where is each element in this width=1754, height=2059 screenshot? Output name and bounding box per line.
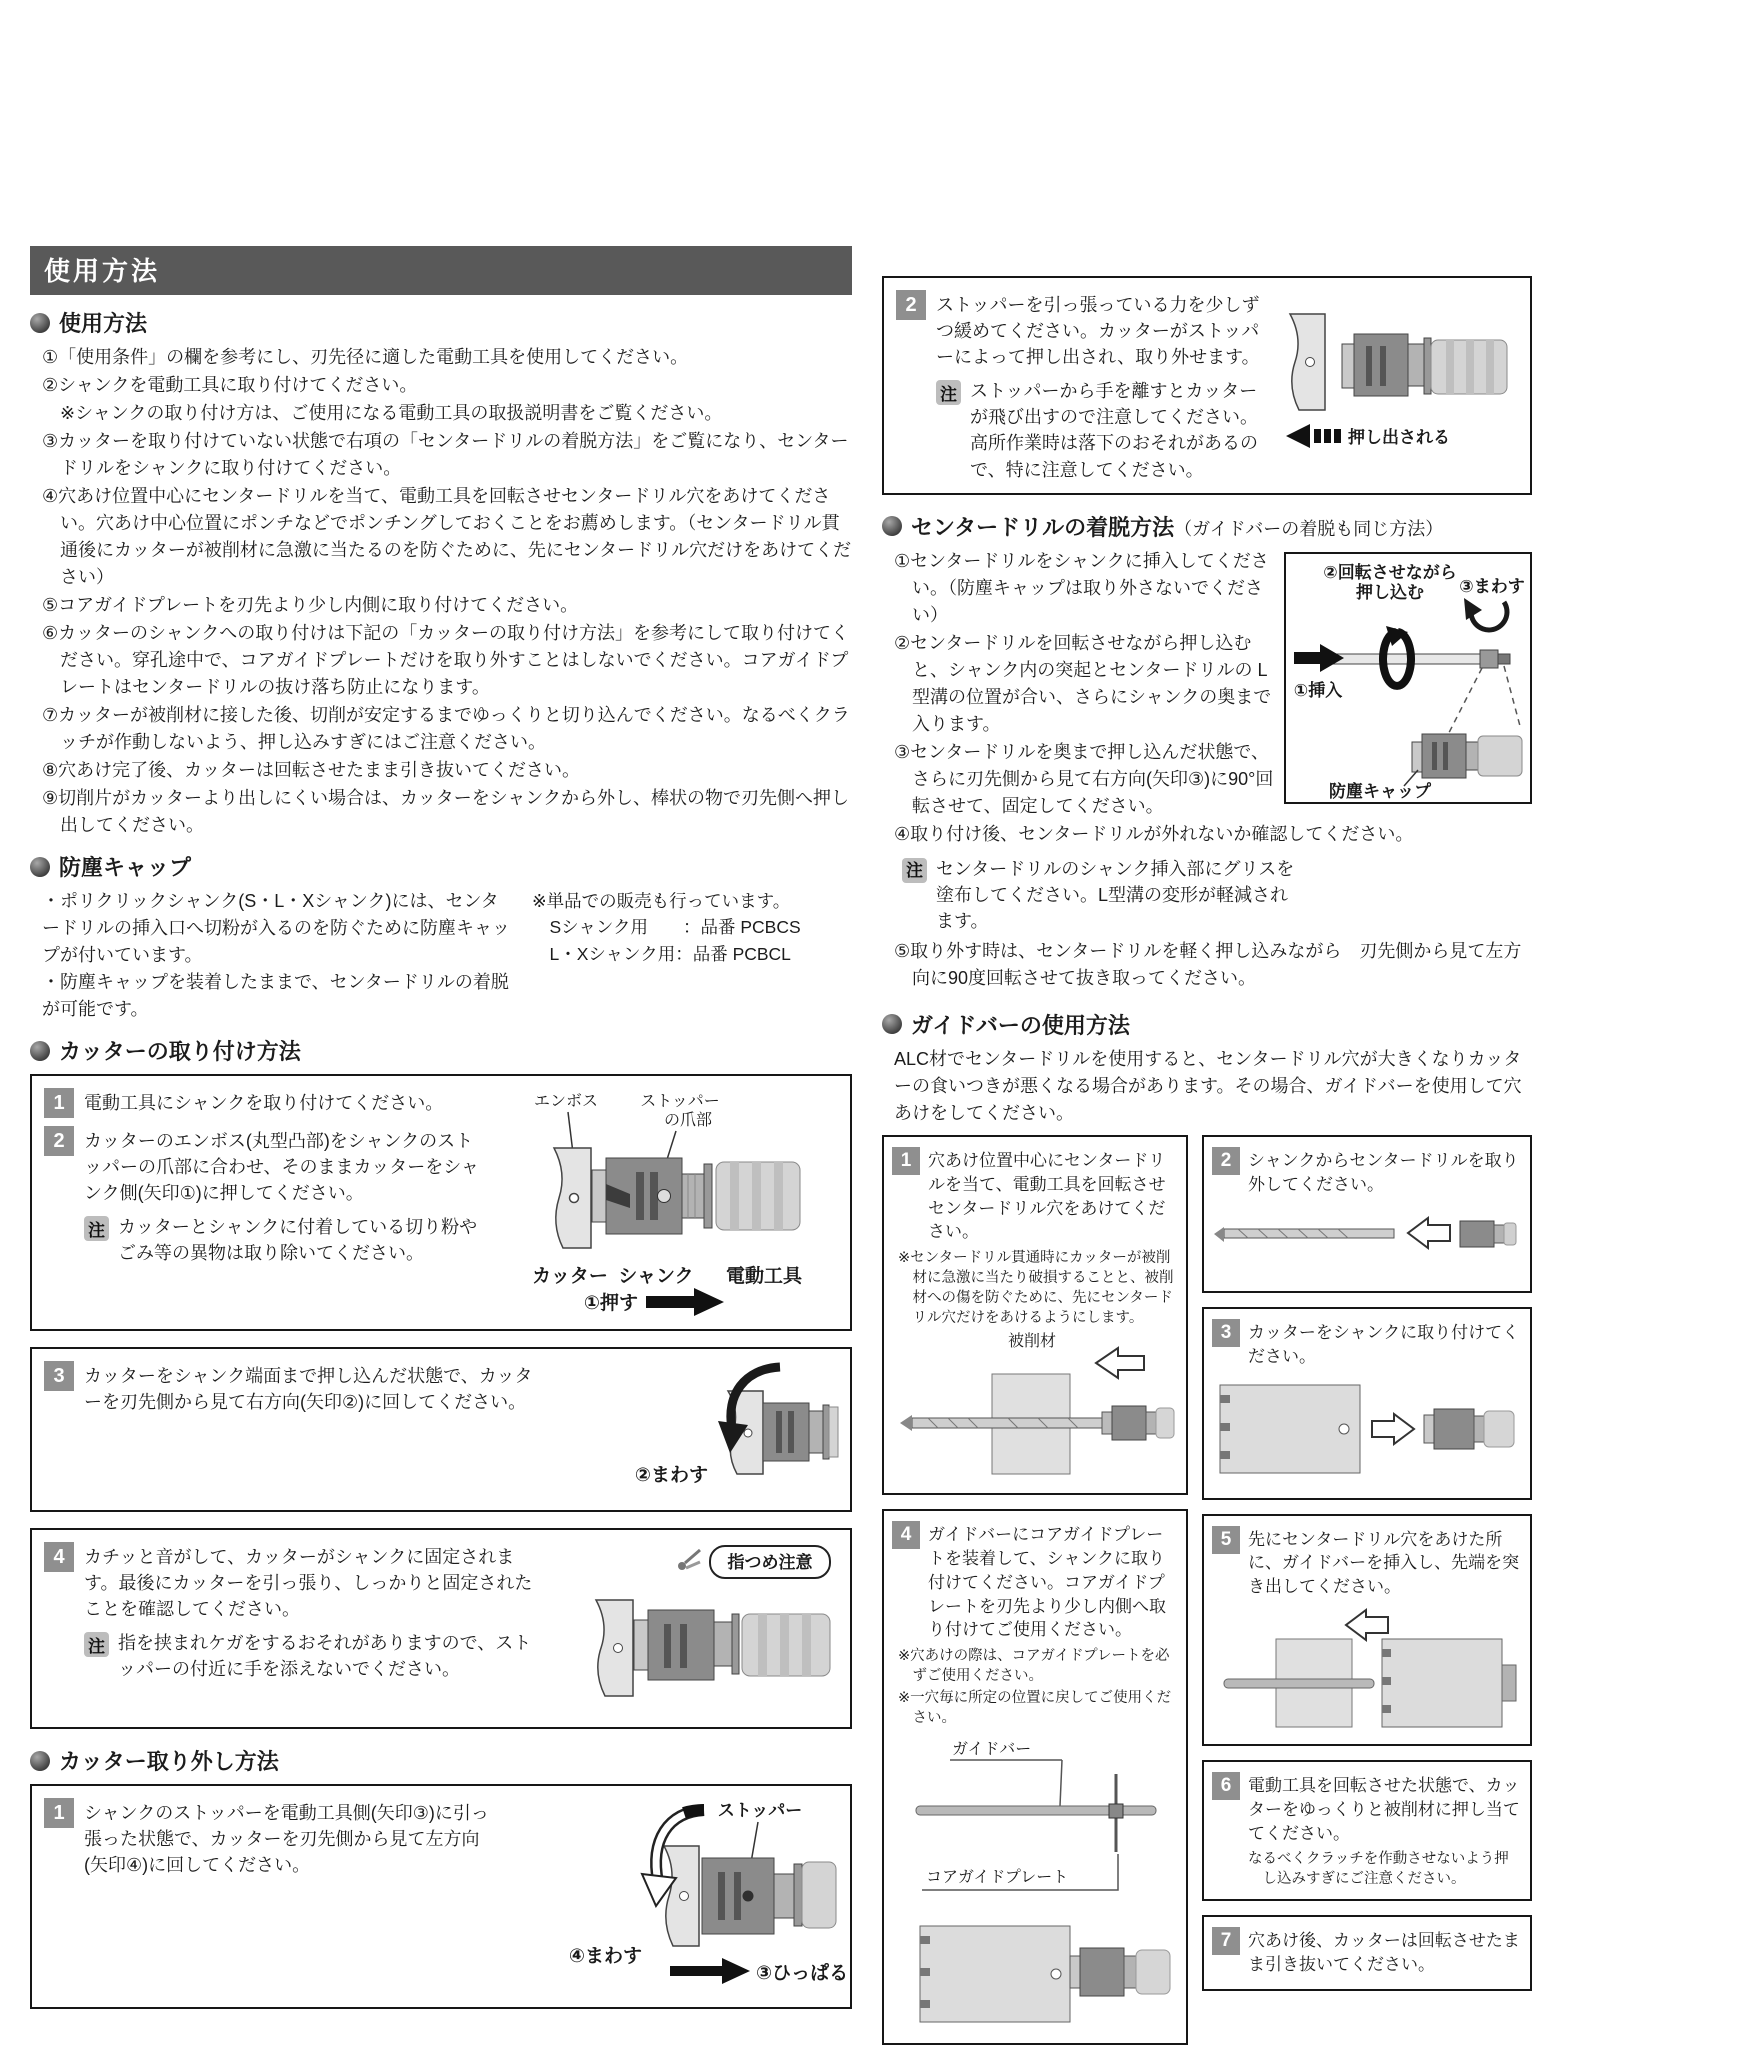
shank-label: シャンク: [618, 1266, 694, 1287]
step-text: 穴あけ位置中心にセンタードリルを当て、電動工具を回転させセンタードリル穴をあけてください。: [928, 1150, 1166, 1242]
step-number: 4: [892, 1521, 920, 1549]
turn-label: ③まわす: [1459, 576, 1525, 596]
step-text: シャンクのストッパーを電動工具側(矢印③)に引っ張った状態で、カッターを刃先側から見て左方向(矢印④)に回してください。: [84, 1803, 489, 1876]
usage-title: 使用方法: [59, 311, 148, 336]
cutter-cylinder: [920, 1926, 1070, 2022]
drill-rod: [1224, 1229, 1394, 1238]
pushed-out-svg: [1278, 288, 1518, 454]
note-text: カッターとシャンクに付着している切り粉やごみ等の異物は取り除いてください。: [118, 1217, 478, 1264]
step-number: 6: [1212, 1772, 1240, 1800]
pull-label: ③ひっぱる: [756, 1963, 849, 1984]
direction-arrow-icon: [1372, 1414, 1414, 1444]
center-drill-rod: [1330, 654, 1480, 664]
step-number: 1: [44, 1798, 74, 1828]
dustcap-label: 防塵キャップ: [1329, 781, 1431, 801]
centerdrill-svg: [1286, 554, 1530, 802]
finger-warning-svg: [548, 1540, 838, 1712]
tool-label: 電動工具: [725, 1266, 803, 1287]
left-column: [30, 246, 852, 2025]
bullet-icon: [30, 857, 50, 877]
guide-box-3: [1202, 1307, 1532, 1500]
step-note: ※センタードリル貫通時にカッターが被削材に急激に当たり破損することと、被削材への傷を防ぐために、先にセンタードリル穴だけをあけるようにします。: [898, 1250, 1174, 1327]
attach-box-3: [30, 1528, 852, 1729]
guide-box-6: [1202, 1760, 1532, 1901]
guidebar-steps-grid: [882, 1135, 1532, 2059]
step-text: 電動工具を回転させた状態で、カッターをゆっくりと被削材に押し当ててください。: [1248, 1775, 1520, 1843]
list-item: ⑤コアガイドプレートを刃先より少し内側に取り付けてください。: [42, 595, 579, 615]
centerdrill-body: [882, 548, 1532, 992]
step-number: 2: [44, 1126, 74, 1156]
workpiece-label: 被削材: [1007, 1333, 1057, 1351]
step-text: 穴あけ後、カッターは回転させたまま引き抜いてください。: [1248, 1931, 1520, 1975]
guide-box-2: [1202, 1135, 1532, 1293]
bullet-icon: [882, 516, 902, 536]
list-item: ③センタードリルを奥まで押し込んだ状態で、さらに刃先側から見て右方向(矢印③)に90°回転させて、固定してください。: [894, 741, 1274, 816]
guidebar-plate-diagram: [892, 1730, 1176, 2030]
attach-box-1: [30, 1074, 852, 1331]
detach-heading: [30, 1745, 852, 1776]
detach-box-1: [30, 1784, 852, 2009]
dustcap-title: 防塵キャップ: [59, 855, 192, 880]
list-item: ②シャンクを電動工具に取り付けてください。: [42, 375, 418, 395]
plate-label: コアガイドプレート: [926, 1869, 1069, 1887]
warning-label: 指つめ注意: [727, 1553, 813, 1572]
cutter-attach-diagram: [488, 1086, 838, 1319]
list-item: ①「使用条件」の欄を参考にし、刃先径に適した電動工具を使用してください。: [42, 347, 689, 367]
step-number: 4: [44, 1542, 74, 1572]
step-text: シャンクからセンタードリルを取り外してください。: [1248, 1150, 1519, 1194]
note-text: 指を挟まれケガをするおそれがありますので、ストッパーの付近に手を添えないでください。: [118, 1633, 532, 1680]
guide-box-1: [882, 1135, 1188, 1495]
step-text: カチッと音がして、カッターがシャンクに固定されます。最後にカッターを引っ張り、しっかりと固定されたことを確認してください。: [84, 1547, 533, 1620]
list-item: ②センタードリルを回転させながら押し込むと、シャンク内の突起とセンタードリルの L型溝の位置が合い、さらにシャンクの奥まで入ります。: [894, 632, 1272, 734]
centerdrill-note: [902, 856, 1532, 934]
centerdrill-diagram: [1284, 552, 1532, 804]
step-text: 電動工具にシャンクを取り付けてください。: [84, 1093, 444, 1113]
guide-box-4: [882, 1509, 1188, 2045]
attach-title: カッターの取り付け方法: [59, 1039, 301, 1064]
list-item: ⑤取り外す時は、センタードリルを軽く押し込みながら 刃先側から見て左方向に90度回転させて抜き取ってください。: [894, 940, 1522, 988]
cutter-attach-svg: [488, 1086, 838, 1314]
rotate-right-svg: [548, 1359, 838, 1495]
step-number: 7: [1212, 1927, 1240, 1955]
dustcap-aside: [532, 888, 801, 1023]
note-badge: 注: [84, 1216, 109, 1241]
step-number: 2: [1212, 1147, 1240, 1175]
push-label: ①押す: [583, 1293, 638, 1314]
emboss-label: エンボス: [533, 1093, 599, 1110]
list-item: ④穴あけ位置中心にセンタードリルを当て、電動工具を回転させセンタードリル穴をあけてください。穴あけ中心位置にポンチなどでポンチングしておくことをお薦めします。（センタードリル貫通後にカッターが被削材に急激に当たるのを防ぐために、先にセンタードリル穴だけをあけてください）: [42, 486, 852, 587]
bullet-icon: [30, 313, 50, 333]
step-number: 3: [1212, 1319, 1240, 1347]
list-item: ①センタードリルをシャンクに挿入してください。（防塵キャップは取り外さないでください）: [894, 550, 1269, 625]
guidebar-heading: [882, 1009, 1532, 1040]
guidebar-intro: ALC材でセンタードリルを使用すると、センタードリル穴が大きくなりカッターの食いつきが悪くなる場合があります。その場合、ガイドバーを使用して穴あけをしてください。: [894, 1048, 1522, 1123]
step-number: 2: [896, 290, 926, 320]
list-item-note: ※シャンクの取り付け方は、ご使用になる電動工具の取扱説明書をご覧ください。: [60, 403, 723, 423]
step-number: 1: [44, 1088, 74, 1118]
attach-cutter-diagram: [1212, 1373, 1520, 1485]
list-item: ⑦カッターが被削材に接した後、切削が安定するまでゆっくりと切り込んでください。なるべくクラッチが作動しないよう、押し込みすぎにはご注意ください。: [42, 705, 850, 752]
guide-box-7: [1202, 1915, 1532, 1991]
cutter-detach-diagram: [508, 1796, 849, 1997]
step-text: 先にセンタードリル穴をあけた所に、ガイドバーを挿入し、先端を突き出してください。: [1248, 1529, 1520, 1597]
bullet-icon: [882, 1014, 902, 1034]
guidebar-title: ガイドバーの使用方法: [911, 1012, 1130, 1038]
step-text: カッターをシャンクに取り付けてください。: [1248, 1322, 1520, 1366]
push-arrow-icon: [646, 1288, 724, 1316]
rotate-push-label: 押し込む: [1356, 582, 1424, 602]
usage-instructions-list: [30, 344, 852, 839]
dustcap-body: [30, 888, 852, 1023]
bullet-icon: [30, 1041, 50, 1061]
list-item: ⑧穴あけ完了後、カッターは回転させたまま引き抜いてください。: [42, 760, 580, 780]
detach-box-2: [882, 276, 1532, 495]
direction-arrow-icon: [1408, 1218, 1450, 1248]
claw-label: の爪部: [663, 1112, 713, 1129]
rotate-right-diagram: [548, 1359, 838, 1500]
remove-drill-diagram: [1212, 1201, 1520, 1265]
guide-bar-rod: [1224, 1679, 1374, 1688]
step-number: 3: [44, 1361, 74, 1391]
dustcap-line: ・防塵キャップを装着したままで、センタードリルの着脱が可能です。: [42, 972, 509, 1019]
cutter-cylinder: [1382, 1639, 1502, 1727]
step-text: カッターのエンボス(丸型凸部)をシャンクのストッパーの爪部に合わせ、そのままカッターをシャンク側(矢印①)に押してください。: [84, 1131, 479, 1204]
step-text: ストッパーを引っ張っている力を少しずつ緩めてください。カッターがストッパーによって押し出され、取り外せます。: [936, 295, 1260, 368]
centerdrill-heading: [882, 511, 1532, 542]
note-badge: 注: [936, 380, 961, 405]
finger-warning-diagram: [548, 1540, 838, 1717]
note-text: ストッパーから手を離すとカッターが飛び出すので注意してください。高所作業時は落下のおそれがあるので、特に注意してください。: [970, 381, 1258, 480]
aside-line: ※単品での販売も行っています。: [532, 891, 791, 911]
step-text: ガイドバーにコアガイドプレートを装着して、シャンクに取り付けてください。コアガイドプレートを刃先より少し内側へ取り付けてご使用ください。: [928, 1525, 1166, 1640]
cutter-label: カッター: [532, 1266, 608, 1287]
right-column: [882, 252, 1532, 2059]
step-note: ※穴あけの際は、コアガイドプレートを必ずご使用ください。: [898, 1648, 1170, 1685]
list-item: ④取り付け後、センタードリルが外れないか確認してください。: [894, 823, 1414, 844]
step-text: カッターをシャンク端面まで押し込んだ状態で、カッターを刃先側から見て右方向(矢印②)に回してください。: [84, 1366, 533, 1413]
hand-icon: [678, 1562, 686, 1570]
pushed-arrow-icon: [1286, 424, 1310, 448]
dustcap-heading: [30, 851, 852, 882]
pushed-out-label: 押し出される: [1348, 428, 1450, 447]
direction-arrow-icon: [1096, 1348, 1144, 1378]
rotate-push-label: ②回転させながら: [1323, 562, 1457, 582]
step-number: 5: [1212, 1526, 1240, 1554]
attach-heading: [30, 1035, 852, 1066]
direction-arrow-icon: [1346, 1610, 1388, 1640]
list-item: ③カッターを取り付けていない状態で右項の「センタードリルの着脱方法」をご覧になり、センタードリルをシャンクに取り付けてください。: [42, 431, 849, 478]
guide-box-5: [1202, 1514, 1532, 1746]
pull-arrow-icon: [670, 1958, 750, 1984]
aside-line: L・Xシャンク用：品番 PCBCL: [549, 943, 791, 964]
insert-label: ①挿入: [1293, 680, 1343, 700]
bullet-icon: [30, 1751, 50, 1771]
insert-guidebar-diagram: [1212, 1603, 1520, 1731]
list-item: ⑨切削片がカッターより出しにくい場合は、カッターをシャンクから外し、棒状の物で刃先側へ押し出してください。: [42, 788, 850, 835]
attach-box-2: [30, 1347, 852, 1512]
cutter-detach-svg: [508, 1796, 849, 1992]
turn-label: ②まわす: [634, 1465, 708, 1486]
centerdrill-title-suffix: （ガイドバーの着脱も同じ方法）: [1174, 518, 1444, 539]
guidebar-label: ガイドバー: [952, 1741, 1032, 1759]
step-note: なるべくクラッチを作動させないよう押し込みすぎにご注意ください。: [1248, 1851, 1509, 1888]
insert-arrow-icon: [1294, 644, 1344, 672]
dustcap-line: ・ポリクリックシャンク(S・L・Xシャンク)には、センタードリルの挿入口へ切粉が入るのを防ぐために防塵キャップが付いています。: [42, 891, 510, 965]
step-number: 1: [892, 1147, 920, 1175]
note-badge: 注: [84, 1632, 109, 1657]
note-text: センタードリルのシャンク挿入部にグリスを塗布してください。L型溝の変形が軽減されます。: [936, 858, 1295, 931]
step-note: ※一穴毎に所定の位置に戻してご使用ください。: [898, 1690, 1172, 1727]
note-badge: 注: [902, 858, 927, 883]
claw-label: ストッパー: [640, 1093, 720, 1110]
list-item: ⑥カッターのシャンクへの取り付けは下記の「カッターの取り付け方法」を参考にして取り付けてください。穿孔途中で、コアガイドプレートだけを取り外すことはしないでください。コアガイドプレートはセンタードリルの抜け落ち防止になります。: [42, 623, 850, 697]
pushed-out-diagram: [1278, 288, 1518, 459]
drill-hole-diagram: [892, 1330, 1176, 1480]
usage-heading: [30, 307, 852, 338]
turn-label: ④まわす: [568, 1946, 642, 1967]
detach-title: カッター取り外し方法: [59, 1749, 279, 1774]
section-header-bar: 使用方法: [30, 246, 852, 295]
centerdrill-title: センタードリルの着脱方法（ガイドバーの着脱も同じ方法）: [911, 514, 1444, 540]
aside-line: Sシャンク用 ：品番 PCBCS: [549, 917, 801, 938]
stopper-label: ストッパー: [717, 1801, 803, 1820]
